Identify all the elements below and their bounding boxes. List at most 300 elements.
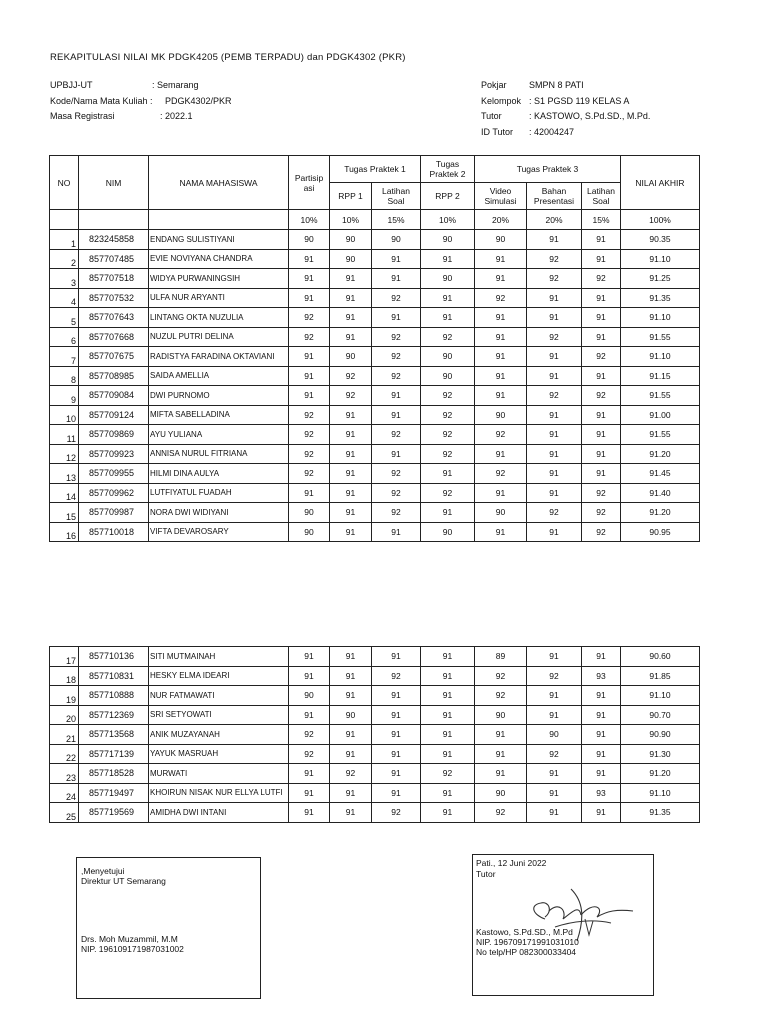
row-nim: 857707675 [79,347,149,367]
score-latihan-soal: 91 [372,705,421,725]
score-bahan: 91 [527,444,582,464]
score-latihan-soal: 91 [372,744,421,764]
row-no: 11 [50,425,79,445]
score-rpp1: 91 [330,803,372,823]
score-partisipasi: 91 [289,347,330,367]
score-partisipasi: 91 [289,249,330,269]
score-rpp2: 90 [421,347,475,367]
tutor-name: Kastowo, S.Pd.SD., M.Pd [476,927,573,937]
score-rpp1: 91 [330,503,372,523]
score-latihan-soal: 91 [372,405,421,425]
row-nama: KHOIRUN NISAK NUR ELLYA LUTFI [149,783,289,803]
table-row [50,705,700,725]
row-no: 2 [50,249,79,269]
row-nama: AMIDHA DWI INTANI [149,803,289,823]
score-latihan-soal: 91 [372,522,421,542]
score-rpp1: 90 [330,249,372,269]
score-nilai-akhir: 90.60 [621,647,700,667]
score-partisipasi: 92 [289,744,330,764]
score-latihan-soal: 92 [372,327,421,347]
score-latihan-soal-2: 91 [582,803,621,823]
score-rpp2: 91 [421,288,475,308]
score-rpp2: 91 [421,666,475,686]
score-rpp1: 92 [330,386,372,406]
header-nama: NAMA MAHASISWA [149,156,289,210]
weight-cell [50,210,79,230]
score-nilai-akhir: 91.35 [621,288,700,308]
row-nim: 857709923 [79,444,149,464]
tutor-title: Tutor [476,869,496,879]
table-row [50,783,700,803]
row-nama: SAIDA AMELLIA [149,366,289,386]
score-nilai-akhir: 91.30 [621,744,700,764]
score-rpp2: 90 [421,366,475,386]
score-rpp2: 91 [421,464,475,484]
score-rpp1: 91 [330,464,372,484]
score-rpp2: 92 [421,483,475,503]
score-partisipasi: 90 [289,522,330,542]
score-latihan-soal: 92 [372,425,421,445]
score-rpp1: 90 [330,230,372,250]
score-video: 92 [475,464,527,484]
row-nama: EVIE NOVIYANA CHANDRA [149,249,289,269]
row-nama: HILMI DINA AULYA [149,464,289,484]
row-nama: VIFTA DEVAROSARY [149,522,289,542]
score-latihan-soal: 92 [372,464,421,484]
score-video: 91 [475,444,527,464]
row-nim: 857709084 [79,386,149,406]
header-nim: NIM [79,156,149,210]
score-bahan: 92 [527,744,582,764]
table-row [50,386,700,406]
score-rpp2: 92 [421,764,475,784]
score-rpp1: 92 [330,366,372,386]
score-bahan: 91 [527,764,582,784]
score-video: 92 [475,288,527,308]
score-rpp2: 92 [421,327,475,347]
header-bahan-presentasi: Bahan Presentasi [527,183,582,210]
score-video: 91 [475,522,527,542]
table-row [50,308,700,328]
row-nim: 857709987 [79,503,149,523]
score-rpp1: 91 [330,269,372,289]
row-nama: HESKY ELMA IDEARI [149,666,289,686]
score-latihan-soal-2: 91 [582,230,621,250]
score-rpp1: 91 [330,308,372,328]
header-tugas-praktek-2: Tugas Praktek 2 [421,156,475,183]
score-nilai-akhir: 91.45 [621,464,700,484]
score-video: 91 [475,249,527,269]
score-rpp1: 91 [330,725,372,745]
row-nim: 857707518 [79,269,149,289]
score-bahan: 92 [527,269,582,289]
score-partisipasi: 90 [289,686,330,706]
header-tugas-praktek-3: Tugas Praktek 3 [475,156,621,183]
row-no: 3 [50,269,79,289]
score-partisipasi: 92 [289,444,330,464]
table-row [50,686,700,706]
score-nilai-akhir: 91.20 [621,764,700,784]
row-nama: LUTFIYATUL FUADAH [149,483,289,503]
score-rpp1: 91 [330,405,372,425]
score-partisipasi: 91 [289,269,330,289]
row-nim: 857718528 [79,764,149,784]
score-rpp2: 91 [421,249,475,269]
grades-table-page2 [49,646,700,823]
score-video: 92 [475,803,527,823]
score-bahan: 91 [527,288,582,308]
row-nim: 857717139 [79,744,149,764]
score-bahan: 91 [527,686,582,706]
row-nama: RADISTYA FARADINA OKTAVIANI [149,347,289,367]
table-row [50,405,700,425]
score-latihan-soal-2: 91 [582,327,621,347]
table-row [50,647,700,667]
director-nip: NIP. 196109171987031002 [81,944,184,954]
weight-cell [79,210,149,230]
row-no: 7 [50,347,79,367]
score-rpp2: 91 [421,783,475,803]
header-no: NO [50,156,79,210]
score-rpp1: 91 [330,483,372,503]
score-rpp2: 91 [421,308,475,328]
row-no: 18 [50,666,79,686]
score-nilai-akhir: 91.85 [621,666,700,686]
score-rpp1: 91 [330,522,372,542]
weight-partisipasi: 10% [289,210,330,230]
info-label: Kelompok [481,95,522,106]
score-nilai-akhir: 91.15 [621,366,700,386]
row-nama: LINTANG OKTA NUZULIA [149,308,289,328]
score-video: 90 [475,783,527,803]
row-nim: 857710018 [79,522,149,542]
score-nilai-akhir: 90.95 [621,522,700,542]
score-rpp1: 91 [330,783,372,803]
weight-latihan-soal-2: 15% [582,210,621,230]
weight-cell [149,210,289,230]
table-row [50,803,700,823]
table-row [50,764,700,784]
row-nama: ANIK MUZAYANAH [149,725,289,745]
row-nim: 857708985 [79,366,149,386]
score-latihan-soal-2: 91 [582,647,621,667]
row-nim: 823245858 [79,230,149,250]
director-name: Drs. Moh Muzammil, M.M [81,934,178,944]
score-rpp2: 91 [421,647,475,667]
grades-table-page1 [49,155,700,542]
weight-bahan: 20% [527,210,582,230]
score-partisipasi: 92 [289,327,330,347]
info-left [50,78,310,125]
score-bahan: 91 [527,803,582,823]
score-rpp1: 92 [330,764,372,784]
info-value: : Semarang [152,80,199,90]
table-row [50,288,700,308]
score-video: 91 [475,327,527,347]
row-nama: MIFTA SABELLADINA [149,405,289,425]
score-latihan-soal-2: 91 [582,366,621,386]
score-rpp2: 92 [421,405,475,425]
header-latihan-soal-2: Latihan Soal [582,183,621,210]
score-rpp2: 91 [421,803,475,823]
score-bahan: 91 [527,366,582,386]
score-rpp2: 92 [421,386,475,406]
row-nama: SITI MUTMAINAH [149,647,289,667]
score-bahan: 91 [527,783,582,803]
score-latihan-soal: 92 [372,366,421,386]
score-video: 92 [475,666,527,686]
score-partisipasi: 91 [289,705,330,725]
score-latihan-soal-2: 91 [582,288,621,308]
score-partisipasi: 90 [289,230,330,250]
row-nama: NUZUL PUTRI DELINA [149,327,289,347]
info-value: : 42004247 [529,126,575,137]
row-no: 14 [50,483,79,503]
score-rpp1: 91 [330,666,372,686]
score-bahan: 91 [527,230,582,250]
score-latihan-soal-2: 91 [582,444,621,464]
score-bahan: 92 [527,386,582,406]
score-latihan-soal-2: 91 [582,744,621,764]
tutor-nip: NIP. 196709171991031010 [476,937,579,947]
score-video: 91 [475,725,527,745]
score-nilai-akhir: 91.10 [621,249,700,269]
row-nim: 857719497 [79,783,149,803]
score-bahan: 91 [527,705,582,725]
row-no: 24 [50,783,79,803]
score-latihan-soal-2: 92 [582,269,621,289]
info-value: : S1 PGSD 119 KELAS A [529,95,630,106]
score-rpp1: 91 [330,744,372,764]
score-nilai-akhir: 91.40 [621,483,700,503]
score-latihan-soal: 91 [372,444,421,464]
row-no: 15 [50,503,79,523]
score-bahan: 92 [527,503,582,523]
table-row [50,249,700,269]
row-nama: YAYUK MASRUAH [149,744,289,764]
score-partisipasi: 92 [289,308,330,328]
score-bahan: 91 [527,425,582,445]
document-title: REKAPITULASI NILAI MK PDGK4205 (PEMB TERPADU) dan PDGK4302 (PKR) [50,52,406,63]
row-no: 5 [50,308,79,328]
score-nilai-akhir: 91.10 [621,783,700,803]
score-partisipasi: 91 [289,764,330,784]
row-no: 22 [50,744,79,764]
score-rpp2: 92 [421,425,475,445]
score-nilai-akhir: 91.35 [621,803,700,823]
table-row [50,327,700,347]
score-latihan-soal-2: 92 [582,347,621,367]
weight-rpp2: 10% [421,210,475,230]
row-nim: 857710888 [79,686,149,706]
score-latihan-soal-2: 91 [582,405,621,425]
score-bahan: 92 [527,327,582,347]
score-latihan-soal-2: 92 [582,483,621,503]
row-no: 25 [50,803,79,823]
score-latihan-soal: 92 [372,503,421,523]
info-label: Kode/Nama Mata Kuliah : [50,95,153,106]
weight-rpp1: 10% [330,210,372,230]
info-value: SMPN 8 PATI [529,80,584,90]
row-nama: DWI PURNOMO [149,386,289,406]
score-latihan-soal: 92 [372,483,421,503]
info-label: Tutor [481,111,502,121]
row-nim: 857709869 [79,425,149,445]
score-rpp2: 90 [421,522,475,542]
score-bahan: 91 [527,464,582,484]
info-value: : KASTOWO, S.Pd.SD., M.Pd. [529,111,651,121]
score-video: 91 [475,269,527,289]
score-latihan-soal-2: 91 [582,764,621,784]
score-latihan-soal: 91 [372,269,421,289]
row-no: 8 [50,366,79,386]
table-row [50,725,700,745]
row-no: 10 [50,405,79,425]
info-label: ID Tutor [481,126,514,137]
score-rpp1: 91 [330,327,372,347]
score-rpp2: 90 [421,269,475,289]
info-label: UPBJJ-UT [50,80,93,90]
score-latihan-soal-2: 91 [582,725,621,745]
score-partisipasi: 92 [289,425,330,445]
score-latihan-soal: 92 [372,666,421,686]
score-nilai-akhir: 91.55 [621,386,700,406]
score-rpp1: 91 [330,288,372,308]
score-nilai-akhir: 91.25 [621,269,700,289]
row-nim: 857707485 [79,249,149,269]
row-no: 17 [50,647,79,667]
row-no: 6 [50,327,79,347]
row-no: 12 [50,444,79,464]
score-nilai-akhir: 91.20 [621,444,700,464]
score-rpp1: 91 [330,647,372,667]
score-partisipasi: 91 [289,386,330,406]
approval-label: ,Menyetujui [81,866,125,876]
table-row [50,230,700,250]
score-latihan-soal: 91 [372,386,421,406]
signature-box-right [472,854,654,996]
table-row [50,269,700,289]
row-no: 19 [50,686,79,706]
row-no: 20 [50,705,79,725]
row-nim: 857709955 [79,464,149,484]
score-video: 91 [475,764,527,784]
score-latihan-soal-2: 91 [582,308,621,328]
row-nama: NORA DWI WIDIYANI [149,503,289,523]
row-nim: 857719569 [79,803,149,823]
table-row [50,522,700,542]
score-partisipasi: 91 [289,366,330,386]
table-row [50,366,700,386]
score-rpp1: 90 [330,347,372,367]
row-no: 23 [50,764,79,784]
score-rpp2: 91 [421,744,475,764]
score-latihan-soal-2: 91 [582,464,621,484]
row-nim: 857707532 [79,288,149,308]
row-nama: ANNISA NURUL FITRIANA [149,444,289,464]
tutor-phone: No telp/HP 082300033404 [476,947,577,957]
score-latihan-soal-2: 91 [582,686,621,706]
score-nilai-akhir: 91.10 [621,347,700,367]
table-row [50,483,700,503]
score-latihan-soal: 91 [372,764,421,784]
score-partisipasi: 92 [289,464,330,484]
row-no: 21 [50,725,79,745]
info-value: : 2022.1 [160,111,193,121]
score-latihan-soal-2: 91 [582,249,621,269]
weight-nilai-akhir: 100% [621,210,700,230]
score-latihan-soal: 91 [372,308,421,328]
signature-box-left [76,857,261,999]
score-rpp2: 91 [421,686,475,706]
score-nilai-akhir: 91.10 [621,308,700,328]
header-nilai-akhir: NILAI AKHIR [621,156,700,210]
score-video: 92 [475,686,527,706]
place-date: Pati., 12 Juni 2022 [476,858,547,868]
row-no: 4 [50,288,79,308]
score-latihan-soal-2: 92 [582,522,621,542]
score-partisipasi: 90 [289,503,330,523]
header-rpp2: RPP 2 [421,183,475,210]
score-rpp2: 91 [421,725,475,745]
row-no: 9 [50,386,79,406]
score-nilai-akhir: 90.70 [621,705,700,725]
row-nama: ENDANG SULISTIYANI [149,230,289,250]
row-nim: 857707668 [79,327,149,347]
score-partisipasi: 91 [289,783,330,803]
header-rpp1: RPP 1 [330,183,372,210]
table-row [50,464,700,484]
row-nim: 857713568 [79,725,149,745]
score-video: 90 [475,705,527,725]
table-row [50,347,700,367]
score-latihan-soal-2: 92 [582,386,621,406]
row-nama: MURWATI [149,764,289,784]
weight-video: 20% [475,210,527,230]
row-nama: ULFA NUR ARYANTI [149,288,289,308]
score-latihan-soal-2: 92 [582,503,621,523]
score-latihan-soal: 91 [372,686,421,706]
score-latihan-soal: 91 [372,783,421,803]
score-rpp1: 91 [330,686,372,706]
info-right [481,78,741,140]
table-row [50,744,700,764]
score-nilai-akhir: 91.20 [621,503,700,523]
score-video: 91 [475,483,527,503]
info-value: PDGK4302/PKR [165,95,232,106]
score-video: 91 [475,347,527,367]
score-video: 91 [475,366,527,386]
score-latihan-soal: 91 [372,249,421,269]
table-row [50,425,700,445]
score-video: 91 [475,744,527,764]
score-video: 90 [475,503,527,523]
score-nilai-akhir: 91.55 [621,327,700,347]
row-nama: NUR FATMAWATI [149,686,289,706]
row-nim: 857712369 [79,705,149,725]
score-nilai-akhir: 91.00 [621,405,700,425]
table-row [50,444,700,464]
score-partisipasi: 92 [289,725,330,745]
header-tugas-praktek-1: Tugas Praktek 1 [330,156,421,183]
score-bahan: 91 [527,483,582,503]
score-nilai-akhir: 90.35 [621,230,700,250]
score-latihan-soal: 92 [372,288,421,308]
table-row [50,503,700,523]
row-nim: 857709124 [79,405,149,425]
score-latihan-soal: 90 [372,230,421,250]
score-bahan: 91 [527,308,582,328]
